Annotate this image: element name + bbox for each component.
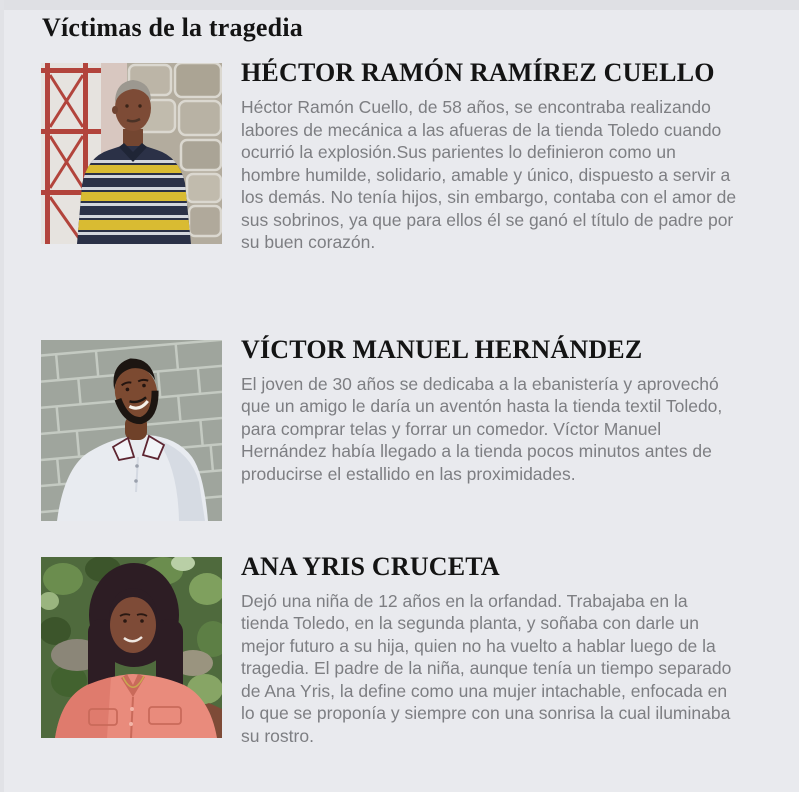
victim-photo-hector <box>41 63 222 244</box>
top-edge-strip <box>0 0 799 10</box>
victim-info <box>241 551 739 748</box>
victim-description: El joven de 30 años se dedicaba a la ebanistería y aprovechó que un amigo le daría un aventón hasta la tienda textil Toledo, para comprar telas y forrar un comedor. Víctor Manuel Hernández había llegado a la tienda pocos minutos antes de producirse el estallido en las proximidades. <box>241 373 723 484</box>
victim-photo-ana <box>41 557 222 738</box>
victor-portrait-illustration <box>41 340 222 521</box>
ana-portrait-illustration <box>41 557 222 738</box>
victim-name: HÉCTOR RAMÓN RAMÍREZ CUELLO <box>241 58 715 87</box>
victim-profile-victor <box>41 334 757 521</box>
victim-name: ANA YRIS CRUCETA <box>241 551 500 581</box>
left-edge-strip <box>0 0 4 792</box>
victim-info <box>241 58 739 254</box>
victim-description: Dejó una niña de 12 años en la orfandad. Trabajaba en la tienda Toledo, en la segunda planta, y soñaba con darle un mejor futuro a su hija, quien no ha vuelto a hablar luego de la tragedia. El padre de la niña, aunque tenía un tiempo separado de Ana Yris, la define como una mujer intachable, enfocada en lo que se proponía y siempre con una sonrisa la cual iluminaba su rostro. <box>241 590 732 746</box>
victim-name: VÍCTOR MANUEL HERNÁNDEZ <box>241 334 643 364</box>
victim-info <box>241 334 739 486</box>
victim-profile-hector <box>41 58 757 254</box>
hector-portrait-illustration <box>41 63 222 244</box>
victim-profile-ana <box>41 551 757 748</box>
victim-photo-victor <box>41 340 222 521</box>
victim-description: Héctor Ramón Cuello, de 58 años, se encontraba realizando labores de mecánica a las afueras de la tienda Toledo cuando ocurrió la explosión.Sus parientes lo definieron como un hombre humilde, solidario, amable y único, dispuesto a servir a los demás. No tenía hijos, sin embargo, contaba con el amor de sus sobrinos, ya que para ellos él se ganó el título de padre por su buen corazón. <box>241 97 737 252</box>
page-title: Víctimas de la tragedia <box>42 13 303 42</box>
article <box>41 12 757 747</box>
